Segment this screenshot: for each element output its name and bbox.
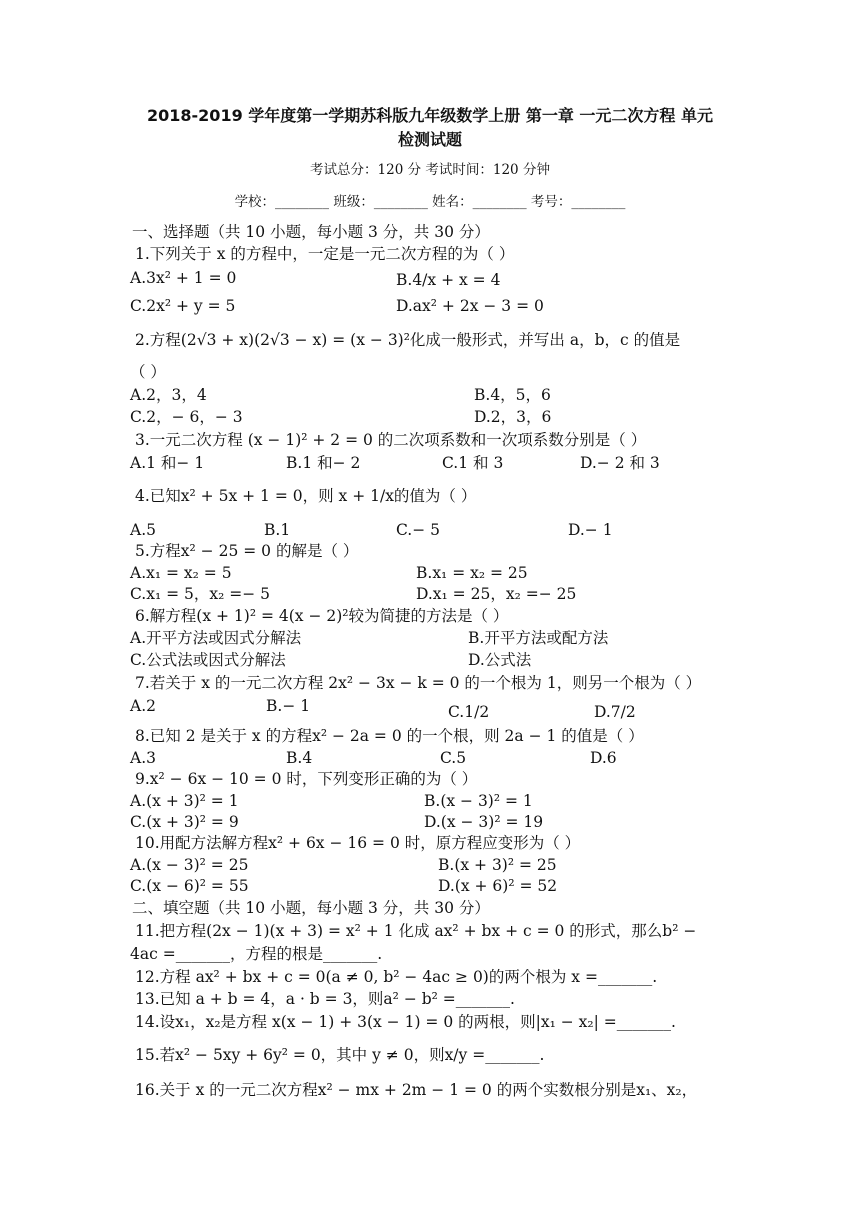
question-6-option-a: A.开平方法或因式分解法 [130,629,302,647]
question-3-option-b: B.1 和− 2 [286,454,361,472]
student-info: 学校：________ 班级：________ 姓名：________ 考号：________ [234,194,626,210]
exam-title-line1: 2018-2019 学年度第一学期苏科版九年级数学上册 第一章 一元二次方程 单元 [147,106,713,125]
question-4-option-a: A.5 [130,521,156,539]
question-3-option-d: D.− 2 和 3 [580,454,660,472]
question-8-option-a: A.3 [130,749,156,767]
question-3-stem: 3.一元二次方程 (x − 1)² + 2 = 0 的二次项系数和一次项系数分别是（ ） [135,431,647,449]
question-5-stem: 5.方程x² − 25 = 0 的解是（ ） [135,542,359,560]
question-15: 15.若x² − 5xy + 6y² = 0，其中 y ≠ 0，则x/y =_______. [135,1046,545,1064]
question-5-option-a: A.x₁ = x₂ = 5 [130,564,232,582]
question-5-option-c: C.x₁ = 5，x₂ =− 5 [130,585,271,603]
question-1-option-b: B.4/x + x = 4 [396,271,501,289]
question-1-stem: 1.下列关于 x 的方程中，一定是一元二次方程的为（ ） [135,245,515,263]
question-2-option-a: A.2，3，4 [130,386,207,404]
question-6-stem: 6.解方程(x + 1)² = 4(x − 2)²较为简捷的方法是（ ） [135,607,509,625]
question-2-stem: 2.方程(2√3 + x)(2√3 − x) = (x − 3)²化成一般形式，并写出 a，b，c 的值是 [135,331,681,349]
question-14: 14.设x₁，x₂是方程 x(x − 1) + 3(x − 1) = 0 的两根，则|x₁ − x₂| =_______. [135,1013,676,1031]
question-11-line2: 4ac =_______，方程的根是_______. [130,945,383,963]
question-8-option-c: C.5 [440,749,467,767]
question-16: 16.关于 x 的一元二次方程x² − mx + 2m − 1 = 0 的两个实数根分别是x₁、x₂， [135,1081,698,1099]
question-7-option-a: A.2 [130,697,156,715]
question-7-option-b: B.− 1 [266,697,311,715]
question-4-option-b: B.1 [264,521,291,539]
question-10-option-b: B.(x + 3)² = 25 [438,856,557,874]
question-6-option-c: C.公式法或因式分解法 [130,651,286,669]
question-12: 12.方程 ax² + bx + c = 0(a ≠ 0, b² − 4ac ≥ 0)的两个根为 x =_______. [135,968,658,986]
question-8-stem: 8.已知 2 是关于 x 的方程x² − 2a = 0 的一个根，则 2a − 1 的值是（ ） [135,727,644,745]
question-6-option-b: B.开平方法或配方法 [468,629,609,647]
question-1-option-d: D.ax² + 2x − 3 = 0 [396,297,544,315]
question-5-option-d: D.x₁ = 25，x₂ =− 25 [416,585,577,603]
section-2-heading: 二、填空题（共 10 小题，每小题 3 分，共 30 分） [132,899,490,917]
question-4-option-d: D.− 1 [568,521,613,539]
exam-info: 考试总分：120 分 考试时间：120 分钟 [310,162,550,178]
question-8-option-d: D.6 [590,749,617,767]
question-8-option-b: B.4 [286,749,313,767]
question-2-option-d: D.2，3，6 [474,408,552,426]
question-2-option-b: B.4，5，6 [474,386,551,404]
question-1-option-c: C.2x² + y = 5 [130,297,236,315]
question-1-option-a: A.3x² + 1 = 0 [130,269,237,287]
question-4-option-c: C.− 5 [396,521,441,539]
question-5-option-b: B.x₁ = x₂ = 25 [416,564,528,582]
question-10-stem: 10.用配方法解方程x² + 6x − 16 = 0 时，原方程应变形为（ ） [135,834,581,852]
question-9-stem: 9.x² − 6x − 10 = 0 时，下列变形正确的为（ ） [135,770,478,788]
question-9-option-b: B.(x − 3)² = 1 [424,792,533,810]
question-7-stem: 7.若关于 x 的一元二次方程 2x² − 3x − k = 0 的一个根为 1，则另一个根为（ ） [135,674,702,692]
section-1-heading: 一、选择题（共 10 小题，每小题 3 分，共 30 分） [132,223,490,241]
question-7-option-c: C.1/2 [448,703,490,721]
question-4-stem: 4.已知x² + 5x + 1 = 0，则 x + 1/x的值为（ ） [135,487,477,505]
exam-title-line2: 检测试题 [397,130,462,149]
question-10-option-a: A.(x − 3)² = 25 [130,856,249,874]
question-11-line1: 11.把方程(2x − 1)(x + 3) = x² + 1 化成 ax² + bx + c = 0 的形式，那么b² − [135,922,697,940]
question-3-option-c: C.1 和 3 [442,454,504,472]
question-2-stem-cont: （ ） [130,363,166,381]
question-3-option-a: A.1 和− 1 [130,454,205,472]
question-6-option-d: D.公式法 [468,651,532,669]
question-9-option-a: A.(x + 3)² = 1 [130,792,239,810]
question-10-option-c: C.(x − 6)² = 55 [130,877,249,895]
question-7-option-d: D.7/2 [594,703,636,721]
question-10-option-d: D.(x + 6)² = 52 [438,877,558,895]
question-13: 13.已知 a + b = 4，a · b = 3，则a² − b² =_______. [135,990,515,1008]
question-2-option-c: C.2，− 6，− 3 [130,408,243,426]
question-9-option-c: C.(x + 3)² = 9 [130,813,239,831]
question-9-option-d: D.(x − 3)² = 19 [424,813,544,831]
